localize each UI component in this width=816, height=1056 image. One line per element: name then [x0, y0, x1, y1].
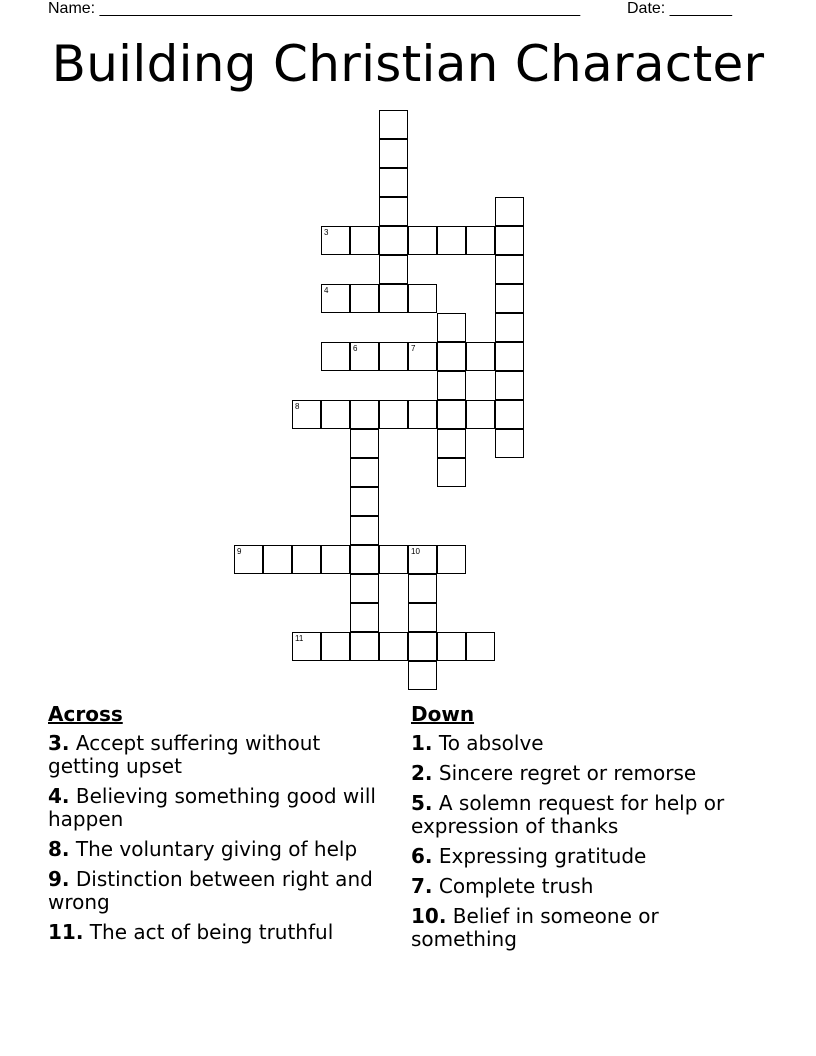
crossword-cell[interactable] [466, 632, 495, 661]
crossword-cell[interactable] [350, 458, 379, 487]
crossword-cell[interactable] [379, 400, 408, 429]
crossword-cell[interactable] [321, 342, 350, 371]
clue-number: 6. [411, 844, 433, 868]
down-clue [411, 732, 741, 755]
clue-number: 8. [48, 837, 70, 861]
across-clues [48, 703, 388, 951]
crossword-cell[interactable] [379, 545, 408, 574]
crossword-cell[interactable] [437, 632, 466, 661]
crossword-cell[interactable] [437, 313, 466, 342]
crossword-cell[interactable] [321, 545, 350, 574]
crossword-cell[interactable] [495, 371, 524, 400]
clue-number-label: 11 [295, 634, 304, 643]
crossword-cell[interactable] [379, 197, 408, 226]
crossword-cell[interactable] [495, 313, 524, 342]
crossword-cell[interactable] [408, 284, 437, 313]
crossword-cell[interactable] [350, 545, 379, 574]
clue-text: Accept suffering without getting upset [48, 731, 321, 778]
across-clue [48, 732, 388, 778]
crossword-cell[interactable] [350, 632, 379, 661]
crossword-cell[interactable] [379, 342, 408, 371]
crossword-cell[interactable] [292, 400, 321, 429]
crossword-cell[interactable] [321, 284, 350, 313]
crossword-cell[interactable] [495, 400, 524, 429]
across-clue [48, 868, 388, 914]
clue-number: 11. [48, 920, 84, 944]
down-clues [411, 703, 741, 958]
clue-number-label: 6 [353, 344, 358, 353]
crossword-cell[interactable] [408, 545, 437, 574]
crossword-cell[interactable] [495, 255, 524, 284]
crossword-cell[interactable] [350, 342, 379, 371]
across-clue [48, 921, 388, 944]
crossword-cell[interactable] [408, 574, 437, 603]
crossword-cell[interactable] [234, 545, 263, 574]
down-clue [411, 845, 741, 868]
clue-text: Complete trush [438, 874, 594, 898]
clue-text: Expressing gratitude [438, 844, 647, 868]
crossword-cell[interactable] [437, 371, 466, 400]
crossword-cell[interactable] [321, 400, 350, 429]
across-clue [48, 785, 388, 831]
clue-text: Distinction between right and wrong [48, 867, 373, 914]
down-clue [411, 792, 741, 838]
clue-number-label: 3 [324, 228, 329, 237]
clue-number: 1. [411, 731, 433, 755]
page-title: Building Christian Character [51, 35, 765, 93]
clue-text: A solemn request for help or expression of thanks [411, 791, 725, 838]
crossword-cell[interactable] [321, 226, 350, 255]
crossword-cell[interactable] [495, 284, 524, 313]
crossword-cell[interactable] [408, 226, 437, 255]
across-clue [48, 838, 388, 861]
clue-number: 5. [411, 791, 433, 815]
clue-number: 3. [48, 731, 70, 755]
down-clue [411, 875, 741, 898]
clue-text: Believing something good will happen [48, 784, 376, 831]
crossword-cell[interactable] [408, 632, 437, 661]
clue-text: The act of being truthful [89, 920, 334, 944]
name-field-label: Name: ______________________________________________________ [48, 0, 581, 17]
date-field-label: Date: _______ [627, 0, 732, 17]
crossword-cell[interactable] [350, 400, 379, 429]
clue-number: 2. [411, 761, 433, 785]
down-clue [411, 905, 741, 951]
crossword-cell[interactable] [408, 342, 437, 371]
crossword-cell[interactable] [408, 603, 437, 632]
crossword-cell[interactable] [466, 342, 495, 371]
clue-number-label: 4 [324, 286, 329, 295]
crossword-cell[interactable] [495, 342, 524, 371]
crossword-cell[interactable] [292, 632, 321, 661]
crossword-cell[interactable] [321, 632, 350, 661]
clue-text: To absolve [438, 731, 544, 755]
crossword-cell[interactable] [379, 139, 408, 168]
crossword-cell[interactable] [437, 226, 466, 255]
crossword-cell[interactable] [466, 400, 495, 429]
crossword-cell[interactable] [495, 429, 524, 458]
crossword-cell[interactable] [437, 458, 466, 487]
clue-number: 7. [411, 874, 433, 898]
crossword-cell[interactable] [350, 516, 379, 545]
clue-number-label: 7 [411, 344, 416, 353]
crossword-cell[interactable] [379, 255, 408, 284]
crossword-cell[interactable] [350, 226, 379, 255]
clue-number: 4. [48, 784, 70, 808]
crossword-cell[interactable] [408, 400, 437, 429]
crossword-cell[interactable] [379, 284, 408, 313]
crossword-cell[interactable] [408, 661, 437, 690]
crossword-cell[interactable] [437, 545, 466, 574]
crossword-cell[interactable] [263, 545, 292, 574]
crossword-cell[interactable] [350, 429, 379, 458]
crossword-cell[interactable] [495, 197, 524, 226]
crossword-cell[interactable] [379, 226, 408, 255]
crossword-cell[interactable] [350, 487, 379, 516]
crossword-cell[interactable] [437, 342, 466, 371]
crossword-cell[interactable] [350, 284, 379, 313]
clue-text: Sincere regret or remorse [438, 761, 697, 785]
down-clue [411, 762, 741, 785]
clue-number: 9. [48, 867, 70, 891]
crossword-cell[interactable] [437, 429, 466, 458]
crossword-cell[interactable] [292, 545, 321, 574]
crossword-cell[interactable] [495, 226, 524, 255]
crossword-cell[interactable] [350, 574, 379, 603]
clue-number: 10. [411, 904, 447, 928]
clue-number-label: 10 [411, 547, 420, 556]
across-heading: Across [48, 702, 123, 726]
clue-text: The voluntary giving of help [75, 837, 358, 861]
clue-number-label: 8 [295, 402, 300, 411]
crossword-cell[interactable] [379, 168, 408, 197]
crossword-cell[interactable] [379, 632, 408, 661]
clue-number-label: 9 [237, 547, 242, 556]
clue-text: Belief in someone or something [411, 904, 659, 951]
crossword-cell[interactable] [350, 603, 379, 632]
down-heading: Down [411, 702, 475, 726]
crossword-cell[interactable] [466, 226, 495, 255]
crossword-cell[interactable] [379, 110, 408, 139]
crossword-cell[interactable] [437, 400, 466, 429]
